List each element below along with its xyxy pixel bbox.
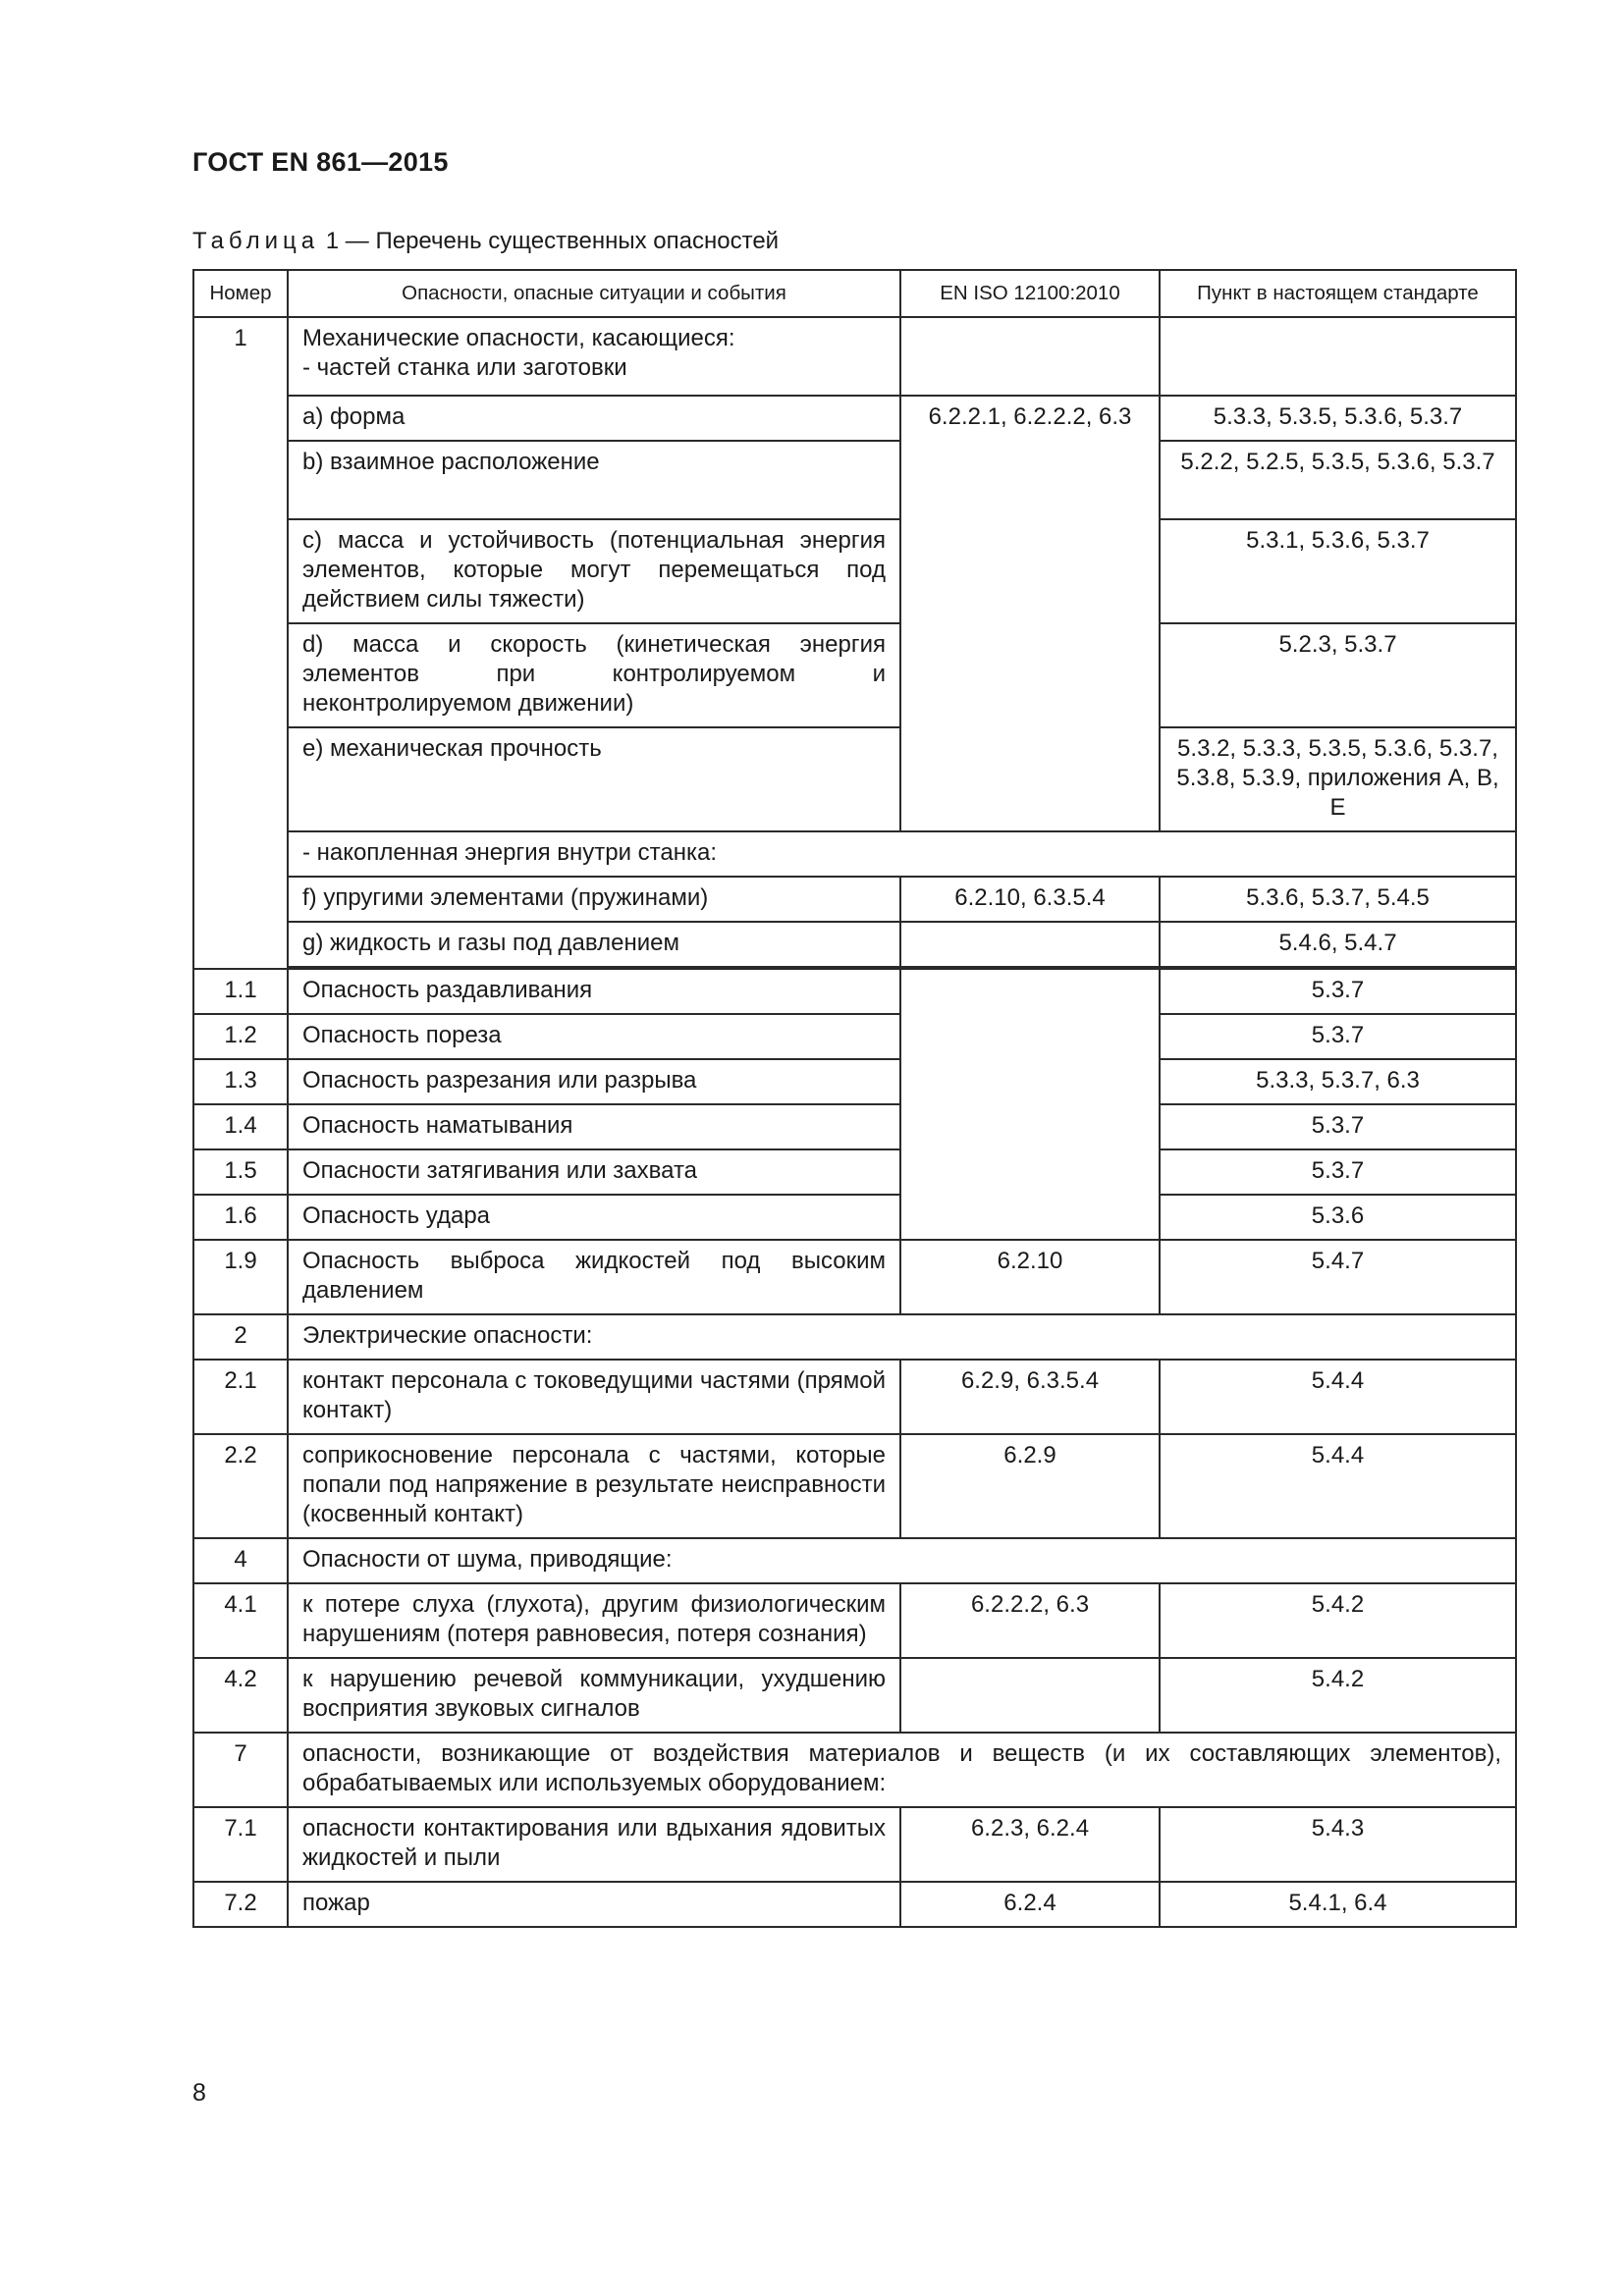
table-row: [193, 922, 1516, 967]
table-row: [193, 1014, 1516, 1059]
row-number: 1.6: [193, 1195, 288, 1240]
table-row: [193, 317, 1516, 396]
row-description: соприкосновение персонала с частями, которые попали под напряжение в результате неисправности (косвенный контакт): [288, 1434, 900, 1538]
row-number: 7: [193, 1733, 288, 1807]
table-row: [193, 1807, 1516, 1882]
table-row: [193, 1360, 1516, 1434]
table-row: [193, 1658, 1516, 1733]
table-row: [193, 1538, 1516, 1583]
row-number: 1.1: [193, 969, 288, 1014]
row-clause: 5.3.7: [1160, 1014, 1516, 1059]
row-description: к потере слуха (глухота), другим физиологическим нарушениям (потеря равновесия, потеря сознания): [288, 1583, 900, 1658]
row-description: опасности, возникающие от воздействия материалов и веществ (и их составляющих элементов), обрабатываемых или используемых оборудованием:: [288, 1733, 1516, 1807]
row-clause: 5.4.2: [1160, 1583, 1516, 1658]
row-description: Опасность выброса жидкостей под высоким давлением: [288, 1240, 900, 1314]
row-description: пожар: [288, 1882, 900, 1927]
row-clause: 5.4.4: [1160, 1360, 1516, 1434]
row-number: 7.1: [193, 1807, 288, 1882]
row-clause: 5.4.2: [1160, 1658, 1516, 1733]
column-header-hazards: Опасности, опасные ситуации и события: [288, 270, 900, 317]
row-description: Опасности затягивания или захвата: [288, 1149, 900, 1195]
table-row: [193, 727, 1516, 831]
row-clause: 5.4.6, 5.4.7: [1160, 922, 1516, 967]
row-clause: 5.4.7: [1160, 1240, 1516, 1314]
row-iso-ref: 6.2.10: [900, 1240, 1160, 1314]
row-iso-ref: 6.2.9, 6.3.5.4: [900, 1360, 1160, 1434]
table-caption-label: Таблица: [192, 228, 320, 254]
table-row: [193, 1149, 1516, 1195]
row-number: 1.9: [193, 1240, 288, 1314]
table-row: [193, 623, 1516, 727]
row-description-line: Механические опасности, касающиеся:: [302, 325, 735, 351]
row-description: Опасности от шума, приводящие:: [288, 1538, 1516, 1583]
document-header: ГОСТ EN 861—2015: [192, 147, 449, 177]
row-number: 4.2: [193, 1658, 288, 1733]
row-clause: 5.4.1, 6.4: [1160, 1882, 1516, 1927]
column-header-number: Номер: [193, 270, 288, 317]
row-number: 1: [193, 317, 288, 969]
row-description-line: - частей станка или заготовки: [302, 354, 627, 381]
row-clause: [1160, 317, 1516, 396]
column-header-clause: Пункт в настоящем стандарте: [1160, 270, 1516, 317]
row-description: Опасность раздавливания: [288, 969, 900, 1014]
row-iso-ref: 6.2.2.1, 6.2.2.2, 6.3: [900, 396, 1160, 831]
table-row: [193, 831, 1516, 877]
table-row: [193, 1195, 1516, 1240]
row-iso-ref: 6.2.9: [900, 1434, 1160, 1538]
row-clause: 5.3.7: [1160, 1149, 1516, 1195]
row-description: - накопленная энергия внутри станка:: [288, 831, 1516, 877]
table-row: [193, 441, 1516, 519]
table-caption: [192, 228, 779, 255]
row-clause: 5.3.6: [1160, 1195, 1516, 1240]
table-row: [193, 396, 1516, 441]
row-description: Опасность пореза: [288, 1014, 900, 1059]
row-clause: 5.3.3, 5.3.5, 5.3.6, 5.3.7: [1160, 396, 1516, 441]
table-row: [193, 1583, 1516, 1658]
row-description: опасности контактирования или вдыхания ядовитых жидкостей и пыли: [288, 1807, 900, 1882]
row-description: Опасность удара: [288, 1195, 900, 1240]
row-description: d) масса и скорость (кинетическая энергия элементов при контролируемом и неконтролируемом движении): [288, 623, 900, 727]
row-description: Электрические опасности:: [288, 1314, 1516, 1360]
row-clause: 5.2.2, 5.2.5, 5.3.5, 5.3.6, 5.3.7: [1160, 441, 1516, 519]
table-row: [193, 1434, 1516, 1538]
table-row: [193, 1240, 1516, 1314]
row-description: e) механическая прочность: [288, 727, 900, 831]
row-number: 2: [193, 1314, 288, 1360]
row-clause: 5.2.3, 5.3.7: [1160, 623, 1516, 727]
row-description: контакт персонала с токоведущими частями (прямой контакт): [288, 1360, 900, 1434]
row-number: 1.5: [193, 1149, 288, 1195]
table-row: [193, 1059, 1516, 1104]
table-caption-text: 1 — Перечень существенных опасностей: [325, 228, 780, 254]
page-number: 8: [192, 2079, 206, 2107]
hazards-table: [192, 269, 1517, 1928]
row-number: 1.4: [193, 1104, 288, 1149]
row-clause: 5.3.1, 5.3.6, 5.3.7: [1160, 519, 1516, 623]
table-row: [193, 1314, 1516, 1360]
row-iso-ref: [900, 317, 1160, 396]
table-row: [193, 1882, 1516, 1927]
row-clause: 5.3.6, 5.3.7, 5.4.5: [1160, 877, 1516, 922]
row-number: 2.2: [193, 1434, 288, 1538]
row-iso-ref: [900, 922, 1160, 967]
table-row: [193, 969, 1516, 1014]
row-number: 4.1: [193, 1583, 288, 1658]
row-description: [288, 317, 900, 396]
row-number: 1.2: [193, 1014, 288, 1059]
row-iso-ref: 6.2.10, 6.3.5.4: [900, 877, 1160, 922]
row-number: 2.1: [193, 1360, 288, 1434]
row-iso-ref: [900, 969, 1160, 1240]
row-description: g) жидкость и газы под давлением: [288, 922, 900, 967]
table-header-row: [193, 270, 1516, 317]
row-iso-ref: 6.2.3, 6.2.4: [900, 1807, 1160, 1882]
column-header-iso: EN ISO 12100:2010: [900, 270, 1160, 317]
row-description: к нарушению речевой коммуникации, ухудшению восприятия звуковых сигналов: [288, 1658, 900, 1733]
row-clause: 5.3.3, 5.3.7, 6.3: [1160, 1059, 1516, 1104]
row-iso-ref: [900, 1658, 1160, 1733]
row-iso-ref: 6.2.2.2, 6.3: [900, 1583, 1160, 1658]
table-row: [193, 519, 1516, 623]
row-description: Опасность разрезания или разрыва: [288, 1059, 900, 1104]
row-clause: 5.3.7: [1160, 1104, 1516, 1149]
table-row: [193, 877, 1516, 922]
row-description: b) взаимное расположение: [288, 441, 900, 519]
row-clause: 5.4.4: [1160, 1434, 1516, 1538]
row-description: a) форма: [288, 396, 900, 441]
row-number: 4: [193, 1538, 288, 1583]
row-clause: 5.4.3: [1160, 1807, 1516, 1882]
row-number: 1.3: [193, 1059, 288, 1104]
table-row: [193, 1104, 1516, 1149]
row-number: 7.2: [193, 1882, 288, 1927]
row-iso-ref: 6.2.4: [900, 1882, 1160, 1927]
row-description: Опасность наматывания: [288, 1104, 900, 1149]
row-clause: 5.3.7: [1160, 969, 1516, 1014]
row-description: f) упругими элементами (пружинами): [288, 877, 900, 922]
table-row: [193, 1733, 1516, 1807]
row-clause: 5.3.2, 5.3.3, 5.3.5, 5.3.6, 5.3.7, 5.3.8, 5.3.9, приложения A, B, E: [1160, 727, 1516, 831]
row-description: c) масса и устойчивость (потенциальная энергия элементов, которые могут перемещаться под действием силы тяжести): [288, 519, 900, 623]
